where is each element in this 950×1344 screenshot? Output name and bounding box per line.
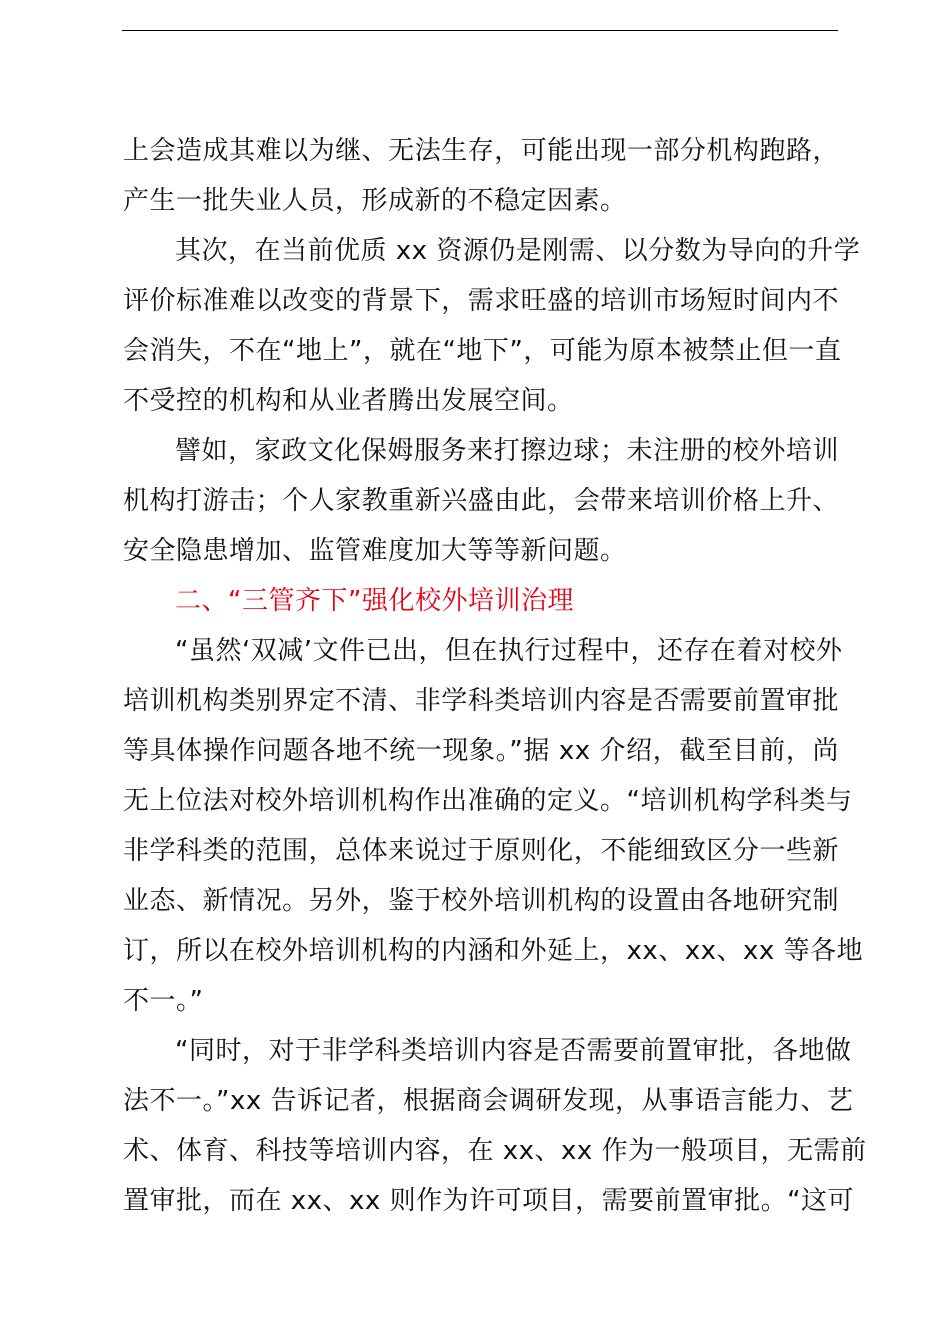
text-line: 产生一批失业人员，形成新的不稳定因素。 xyxy=(123,186,627,216)
text-line: 非学科类的范围，总体来说过于原则化，不能细致区分一些新 xyxy=(123,836,839,866)
paragraph xyxy=(123,226,861,426)
text-line: 安全隐患增加、监管难度加大等等新问题。 xyxy=(123,536,627,566)
document-body xyxy=(123,126,867,1226)
text-line: 无上位法对校外培训机构作出准确的定义。“培训机构学科类与 xyxy=(123,786,853,816)
heading-text: 二、“三管齐下”强化校外培训治理 xyxy=(175,586,574,616)
section-heading xyxy=(123,576,839,626)
text-line: 法不一。”xx 告诉记者，根据商会调研发现，从事语言能力、艺 xyxy=(123,1086,854,1116)
text-line: 上会造成其难以为继、无法生存，可能出现一部分机构跑路， xyxy=(123,136,839,166)
paragraph xyxy=(123,626,864,1026)
text-line: 等具体操作问题各地不统一现象。”据 xx 介绍，截至目前，尚 xyxy=(123,736,839,766)
text-line: 业态、新情况。另外，鉴于校外培训机构的设置由各地研究制 xyxy=(123,886,839,916)
text-line: 譬如，家政文化保姆服务来打擦边球；未注册的校外培训 xyxy=(175,436,839,466)
paragraph xyxy=(123,426,839,576)
text-line: 会消失，不在“地上”，就在“地下”，可能为原本被禁止但一直 xyxy=(123,336,842,366)
header-rule xyxy=(122,30,838,31)
text-line: “虽然‘双减’文件已出，但在执行过程中，还存在着对校外 xyxy=(175,636,843,666)
paragraph xyxy=(123,1026,867,1226)
text-line: 其次，在当前优质 xx 资源仍是刚需、以分数为导向的升学 xyxy=(175,236,861,266)
text-line: 不一。” xyxy=(123,986,204,1016)
text-line: 机构打游击；个人家教重新兴盛由此，会带来培训价格上升、 xyxy=(123,486,839,516)
text-line: 订，所以在校外培训机构的内涵和外延上，xx、xx、xx 等各地 xyxy=(123,936,864,966)
text-line: 评价标准难以改变的背景下，需求旺盛的培训市场短时间内不 xyxy=(123,286,839,316)
paragraph xyxy=(123,126,839,226)
text-line: 培训机构类别界定不清、非学科类培训内容是否需要前置审批 xyxy=(123,686,839,716)
text-line: “同时，对于非学科类培训内容是否需要前置审批，各地做 xyxy=(175,1036,852,1066)
text-line: 置审批，而在 xx、xx 则作为许可项目，需要前置审批。“这可 xyxy=(123,1186,855,1216)
text-line: 术、体育、科技等培训内容，在 xx、xx 作为一般项目，无需前 xyxy=(123,1136,867,1166)
text-line: 不受控的机构和从业者腾出发展空间。 xyxy=(123,386,574,416)
